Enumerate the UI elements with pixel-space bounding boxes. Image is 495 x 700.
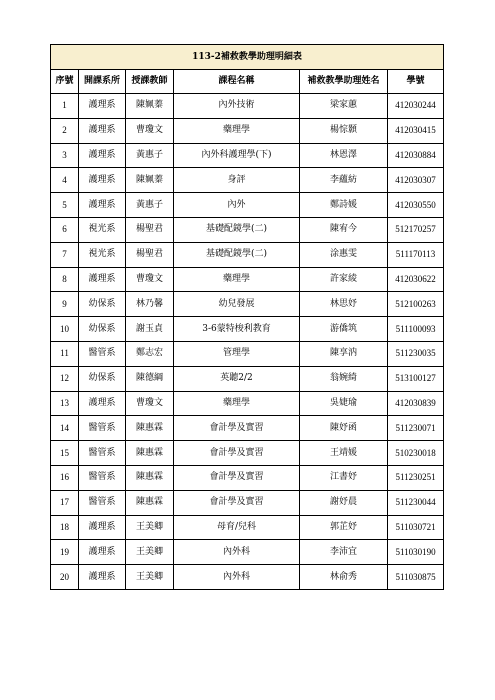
- cell-student-id: 511230035: [388, 341, 444, 366]
- table-row: [51, 366, 444, 391]
- cell-teacher: 曹瓊文: [126, 118, 174, 143]
- cell-course: 內外科: [174, 565, 300, 590]
- cell-course: 管理學: [174, 341, 300, 366]
- cell-course: 會計學及實習: [174, 490, 300, 515]
- cell-department: 護理系: [79, 515, 126, 540]
- cell-department: 護理系: [79, 193, 126, 218]
- cell-seq: 20: [51, 565, 79, 590]
- cell-assistant: 王靖媛: [300, 441, 388, 466]
- table-row: [51, 193, 444, 218]
- cell-student-id: 511030875: [388, 565, 444, 590]
- cell-student-id: 511170113: [388, 242, 444, 267]
- cell-seq: 16: [51, 465, 79, 490]
- cell-department: 幼保系: [79, 317, 126, 342]
- cell-course: 內外科護理學(下): [174, 143, 300, 168]
- cell-teacher: 黃惠子: [126, 193, 174, 218]
- cell-teacher: 曹瓊文: [126, 267, 174, 292]
- cell-department: 護理系: [79, 168, 126, 193]
- cell-seq: 3: [51, 143, 79, 168]
- cell-assistant: 游僑筑: [300, 317, 388, 342]
- cell-assistant: 陳妤函: [300, 416, 388, 441]
- cell-student-id: 511230251: [388, 465, 444, 490]
- table-row: [51, 168, 444, 193]
- cell-teacher: 陳惠霖: [126, 465, 174, 490]
- cell-student-id: 412030415: [388, 118, 444, 143]
- cell-assistant: 林俞秀: [300, 565, 388, 590]
- cell-seq: 17: [51, 490, 79, 515]
- cell-assistant: 梁家蕙: [300, 94, 388, 119]
- cell-teacher: 曹瓊文: [126, 391, 174, 416]
- cell-course: 內外技術: [174, 94, 300, 119]
- cell-seq: 12: [51, 366, 79, 391]
- cell-student-id: 412030307: [388, 168, 444, 193]
- table-row: [51, 515, 444, 540]
- cell-course: 內外科: [174, 540, 300, 565]
- cell-seq: 13: [51, 391, 79, 416]
- cell-student-id: 512100263: [388, 292, 444, 317]
- cell-assistant: 涂惠雯: [300, 242, 388, 267]
- table-row: [51, 242, 444, 267]
- cell-student-id: 511030721: [388, 515, 444, 540]
- cell-seq: 10: [51, 317, 79, 342]
- cell-seq: 18: [51, 515, 79, 540]
- cell-student-id: 512170257: [388, 217, 444, 242]
- cell-assistant: 鄭詩媛: [300, 193, 388, 218]
- cell-course: 英聽2/2: [174, 366, 300, 391]
- cell-student-id: 511030190: [388, 540, 444, 565]
- cell-seq: 11: [51, 341, 79, 366]
- cell-department: 醫管系: [79, 441, 126, 466]
- cell-seq: 15: [51, 441, 79, 466]
- cell-seq: 7: [51, 242, 79, 267]
- cell-course: 身評: [174, 168, 300, 193]
- table-title-row: [51, 45, 444, 70]
- table-row: [51, 267, 444, 292]
- table-row: [51, 94, 444, 119]
- header-student-id: 學號: [388, 70, 444, 94]
- header-seq: 序號: [51, 70, 79, 94]
- cell-department: 醫管系: [79, 341, 126, 366]
- cell-teacher: 楊聖君: [126, 242, 174, 267]
- table-body: [51, 94, 444, 590]
- cell-seq: 4: [51, 168, 79, 193]
- cell-student-id: 511230044: [388, 490, 444, 515]
- cell-department: 護理系: [79, 143, 126, 168]
- table-row: [51, 490, 444, 515]
- cell-student-id: 412030244: [388, 94, 444, 119]
- cell-student-id: 511230071: [388, 416, 444, 441]
- cell-department: 視光系: [79, 217, 126, 242]
- cell-teacher: 陳姵蓁: [126, 94, 174, 119]
- cell-department: 護理系: [79, 391, 126, 416]
- table-row: [51, 217, 444, 242]
- cell-department: 幼保系: [79, 366, 126, 391]
- cell-teacher: 林乃馨: [126, 292, 174, 317]
- cell-seq: 1: [51, 94, 79, 119]
- cell-assistant: 陳宥今: [300, 217, 388, 242]
- cell-student-id: 511100093: [388, 317, 444, 342]
- cell-course: 藥理學: [174, 391, 300, 416]
- cell-teacher: 鄭志宏: [126, 341, 174, 366]
- cell-course: 基礎配鏡學(二): [174, 242, 300, 267]
- cell-student-id: 412030884: [388, 143, 444, 168]
- cell-assistant: 吳婕瑜: [300, 391, 388, 416]
- assistant-detail-table: [50, 44, 444, 590]
- header-department: 開課系所: [79, 70, 126, 94]
- cell-assistant: 李沛宜: [300, 540, 388, 565]
- table-row: [51, 416, 444, 441]
- cell-assistant: 林思妤: [300, 292, 388, 317]
- cell-teacher: 陳姵蓁: [126, 168, 174, 193]
- cell-department: 護理系: [79, 267, 126, 292]
- cell-course: 內外: [174, 193, 300, 218]
- table-header-row: [51, 70, 444, 94]
- table-row: [51, 143, 444, 168]
- cell-seq: 5: [51, 193, 79, 218]
- cell-course: 3-6蒙特梭利教育: [174, 317, 300, 342]
- cell-department: 護理系: [79, 540, 126, 565]
- table-row: [51, 118, 444, 143]
- cell-course: 藥理學: [174, 267, 300, 292]
- cell-seq: 8: [51, 267, 79, 292]
- cell-teacher: 陳惠霖: [126, 441, 174, 466]
- cell-student-id: 412030550: [388, 193, 444, 218]
- cell-department: 醫管系: [79, 416, 126, 441]
- cell-assistant: 陳享汭: [300, 341, 388, 366]
- table-row: [51, 540, 444, 565]
- cell-teacher: 陳惠霖: [126, 490, 174, 515]
- table-row: [51, 292, 444, 317]
- cell-teacher: 楊聖君: [126, 217, 174, 242]
- cell-seq: 19: [51, 540, 79, 565]
- cell-student-id: 510230018: [388, 441, 444, 466]
- cell-assistant: 郭芷妤: [300, 515, 388, 540]
- cell-teacher: 陳惠霖: [126, 416, 174, 441]
- cell-course: 幼兒發展: [174, 292, 300, 317]
- table-row: [51, 341, 444, 366]
- cell-department: 護理系: [79, 94, 126, 119]
- cell-assistant: 李蘊紡: [300, 168, 388, 193]
- cell-department: 幼保系: [79, 292, 126, 317]
- cell-teacher: 王美卿: [126, 565, 174, 590]
- cell-course: 會計學及實習: [174, 441, 300, 466]
- cell-course: 藥理學: [174, 118, 300, 143]
- header-course: 課程名稱: [174, 70, 300, 94]
- cell-assistant: 翁婉綺: [300, 366, 388, 391]
- cell-teacher: 王美卿: [126, 515, 174, 540]
- cell-department: 醫管系: [79, 465, 126, 490]
- table-title: 113-2補救教學助理明細表: [51, 45, 444, 70]
- table-row: [51, 391, 444, 416]
- cell-department: 護理系: [79, 565, 126, 590]
- cell-assistant: 謝妤晨: [300, 490, 388, 515]
- cell-student-id: 412030839: [388, 391, 444, 416]
- cell-course: 會計學及實習: [174, 465, 300, 490]
- cell-department: 護理系: [79, 118, 126, 143]
- cell-assistant: 林恩澤: [300, 143, 388, 168]
- table-row: [51, 441, 444, 466]
- header-teacher: 授課教師: [126, 70, 174, 94]
- cell-teacher: 黃惠子: [126, 143, 174, 168]
- cell-seq: 14: [51, 416, 79, 441]
- table-row: [51, 565, 444, 590]
- table-row: [51, 317, 444, 342]
- cell-teacher: 謝玉貞: [126, 317, 174, 342]
- cell-course: 基礎配鏡學(二): [174, 217, 300, 242]
- cell-teacher: 王美卿: [126, 540, 174, 565]
- cell-course: 母育/兒科: [174, 515, 300, 540]
- cell-course: 會計學及實習: [174, 416, 300, 441]
- cell-teacher: 陳德綱: [126, 366, 174, 391]
- cell-department: 醫管系: [79, 490, 126, 515]
- cell-student-id: 412030622: [388, 267, 444, 292]
- cell-department: 視光系: [79, 242, 126, 267]
- cell-assistant: 許家綾: [300, 267, 388, 292]
- cell-assistant: 江書妤: [300, 465, 388, 490]
- cell-assistant: 楊悰顥: [300, 118, 388, 143]
- cell-seq: 9: [51, 292, 79, 317]
- cell-student-id: 513100127: [388, 366, 444, 391]
- header-assistant: 補救教學助理姓名: [300, 70, 388, 94]
- cell-seq: 6: [51, 217, 79, 242]
- table-row: [51, 465, 444, 490]
- cell-seq: 2: [51, 118, 79, 143]
